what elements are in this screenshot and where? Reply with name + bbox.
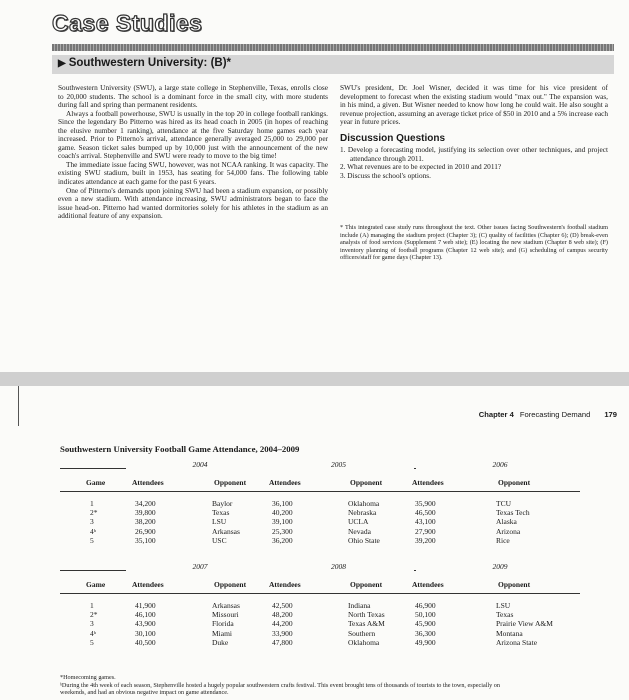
opponent-name: USC — [212, 535, 227, 545]
case-paragraph: Always a football powerhouse, SWU is usually in the top 20 in college football rankings. Since the legendary Bo Pitterno was hired as its head coach in 2005 (in hopes of reaching the elusive number 1 ranking), attendance at the five Saturday home games each year increased. Prior to Pitterno's arrival, attendance generally averaged 25,000 to 29,000 per game. Season ticket sales bumped up by 10,000 just with the announcement of the new coach's arrival. Stephenville and SWU were ready to move to the big time! — [58, 108, 328, 161]
attendance-value: 43,900 — [135, 619, 156, 629]
attendance-value: 36,200 — [272, 535, 293, 545]
attendance-value: 40,500 — [135, 637, 156, 647]
page-number: 179 — [604, 410, 617, 419]
case-text-left-column — [58, 84, 328, 221]
case-paragraph: Southwestern University (SWU), a large state college in Stephenville, Texas, enrolls close to 20,000 students. The school is a dominant force in the small city, with more students during fall and spring than permanent residents. — [58, 83, 328, 110]
page-separator — [0, 372, 629, 386]
section-title — [58, 57, 231, 69]
attendance-value: 30,100 — [135, 628, 156, 638]
case-paragraph: The immediate issue facing SWU, however, was not NCAA ranking. It was capacity. The existing SWU stadium, built in 1953, has seating for 54,000 fans. The following table indicates attendance at each game for the past 6 years. — [58, 159, 328, 187]
opponent-name: Texas — [496, 610, 514, 620]
opponent-name: Duke — [212, 637, 229, 647]
discussion-questions-list — [340, 146, 608, 180]
attendance-value: 45,900 — [415, 619, 436, 629]
game-number: 3 — [90, 619, 94, 629]
decorative-rule — [52, 44, 614, 51]
attendance-value: 42,500 — [272, 601, 293, 610]
discussion-question: 3. Discuss the school's options. — [340, 170, 431, 180]
column-header-opponent: Opponent — [350, 580, 383, 589]
attendance-value: 38,200 — [135, 517, 156, 527]
column-header-attendees: Attendees — [412, 478, 444, 487]
attendance-value: 49,900 — [415, 637, 436, 647]
attendance-value: 34,200 — [135, 499, 156, 508]
game-number: 5 — [90, 535, 94, 545]
column-header-game: Game — [86, 580, 106, 589]
textbook-page-table — [0, 386, 629, 700]
year-label: 2008 — [263, 562, 414, 571]
opponent-name: Texas A&M — [348, 619, 385, 629]
column-header-game: Game — [86, 478, 106, 487]
chapter-label: Chapter 4 — [478, 410, 514, 419]
opponent-name: Rice — [496, 535, 510, 545]
section-title-text: Southwestern University: (B)* — [68, 57, 232, 69]
opponent-name: Texas — [212, 508, 230, 518]
running-header — [479, 410, 617, 419]
attendance-value: 25,300 — [272, 526, 293, 536]
attendance-value: 36,300 — [415, 628, 436, 638]
opponent-name: Montana — [496, 628, 523, 638]
opponent-name: Arizona — [496, 526, 521, 536]
opponent-name: UCLA — [348, 517, 369, 527]
game-number: 5 — [90, 637, 94, 647]
opponent-name: Ohio State — [348, 535, 380, 545]
column-header-attendees: Attendees — [132, 580, 164, 589]
case-studies-heading: Case Studies — [52, 10, 203, 36]
attendance-value: 46,500 — [415, 508, 436, 518]
opponent-name: North Texas — [348, 610, 385, 620]
attendance-value: 44,200 — [272, 619, 293, 629]
game-number: 3 — [90, 517, 94, 527]
opponent-name: Alaska — [496, 517, 517, 527]
opponent-name: TCU — [496, 499, 511, 508]
game-number: 2* — [90, 610, 98, 620]
triangle-arrow-icon: ▶ — [58, 58, 66, 69]
opponent-name: Florida — [212, 619, 234, 629]
attendance-value: 41,900 — [135, 601, 156, 610]
attendance-value: 43,100 — [415, 517, 436, 527]
table-note: ᵇDuring the 4th week of each season, Stephenville hosted a hugely popular southwestern crafts festival. This event brought tens of thousands of tourists to the town, especially on weekends, and had an obvious negative impact on game attendance. — [60, 681, 500, 697]
opponent-name: Missouri — [212, 610, 239, 620]
opponent-name: LSU — [496, 601, 511, 610]
year-label: 2004 — [126, 460, 274, 469]
discussion-question: 1. Develop a forecasting model, justifying its selection over other techniques, and project attendance through 2011. — [340, 145, 608, 163]
game-number: 1 — [90, 601, 94, 610]
attendance-value: 27,900 — [415, 526, 436, 536]
column-header-attendees: Attendees — [269, 478, 301, 487]
attendance-value: 47,800 — [272, 637, 293, 647]
attendance-value: 35,900 — [415, 499, 436, 508]
attendance-value: 50,100 — [415, 610, 436, 620]
opponent-name: Arkansas — [212, 526, 240, 536]
opponent-name: Baylor — [212, 499, 233, 508]
game-number: 2* — [90, 508, 98, 518]
case-paragraph: One of Pitterno's demands upon joining SWU had been a stadium expansion, or possibly even a new stadium. With attendance increasing, SWU administrators began to face the issue head-on. Pitterno had wanted dormitories solely for his athletes in the stadium as an additional feature of any expansion. — [58, 185, 328, 221]
attendance-value: 39,200 — [415, 535, 436, 545]
attendance-value: 33,900 — [272, 628, 293, 638]
attendance-value: 35,100 — [135, 535, 156, 545]
column-header-attendees: Attendees — [412, 580, 444, 589]
opponent-name: Nevada — [348, 526, 371, 536]
opponent-name: Indiana — [348, 601, 371, 610]
column-header-attendees: Attendees — [132, 478, 164, 487]
table-note: *Homecoming games. — [60, 674, 116, 681]
opponent-name: Arizona State — [496, 637, 538, 647]
column-header-opponent: Opponent — [498, 478, 531, 487]
game-number: 4ᵇ — [90, 526, 97, 536]
discussion-questions-title: Discussion Questions — [340, 132, 446, 144]
opponent-name: Oklahoma — [348, 637, 380, 647]
opponent-name: Texas Tech — [496, 508, 530, 518]
case-footnote: * This integrated case study runs throughout the text. Other issues facing Southwestern's football stadium include (A) managing the stadium project (Chapter 3); (C) quality of facilities (Chapter 6); (D) break-even analysis of food services (Supplement 7 web site); (E) locating the new stadium (Chapter 8 web site); (F) inventory planning of football programs (Chapter 12 web site); and (G) scheduling of campus security officers/staff for game days (Chapter 13). — [340, 224, 608, 262]
year-label: 2006 — [416, 460, 584, 469]
attendance-value: 46,100 — [135, 610, 156, 620]
year-label: 2009 — [416, 562, 584, 571]
attendance-value: 40,200 — [272, 508, 293, 518]
attendance-value: 48,200 — [272, 610, 293, 620]
game-number: 1 — [90, 499, 94, 508]
margin-line — [18, 386, 19, 426]
chapter-title: Forecasting Demand — [519, 410, 591, 419]
opponent-name: Arkansas — [212, 601, 240, 610]
discussion-question: 2. What revenues are to be expected in 2010 and 2011? — [340, 162, 502, 172]
column-header-opponent: Opponent — [350, 478, 383, 487]
opponent-name: Oklahoma — [348, 499, 380, 508]
column-header-attendees: Attendees — [269, 580, 301, 589]
opponent-name: Prairie View A&M — [496, 619, 553, 629]
column-header-opponent: Opponent — [498, 580, 531, 589]
attendance-value: 46,900 — [415, 601, 436, 610]
table-rule — [60, 593, 580, 594]
year-label: 2005 — [263, 460, 414, 469]
column-header-opponent: Opponent — [214, 580, 247, 589]
table-title: Southwestern University Football Game Attendance, 2004–2009 — [60, 444, 300, 454]
opponent-name: Miami — [212, 628, 232, 638]
game-number: 4ᵇ — [90, 628, 97, 638]
attendance-value: 36,100 — [272, 499, 293, 508]
opponent-name: Southern — [348, 628, 376, 638]
case-paragraph: SWU's president, Dr. Joel Wisner, decided it was time for his vice president of development to forecast when the existing stadium would "max out." The expansion was, in his mind, a given. But Wisner needed to know how long he could wait. He also sought a revenue projection, assuming an average ticket price of $50 in 2010 and a 5% increase each year in future prices. — [340, 83, 608, 127]
table-rule — [60, 491, 580, 492]
year-label: 2007 — [126, 562, 274, 571]
table-notes — [60, 674, 510, 697]
column-header-opponent: Opponent — [214, 478, 247, 487]
attendance-value: 26,900 — [135, 526, 156, 536]
opponent-name: LSU — [212, 517, 227, 527]
case-text-right-column — [340, 84, 608, 262]
opponent-name: Nebraska — [348, 508, 377, 518]
attendance-value: 39,800 — [135, 508, 156, 518]
attendance-value: 39,100 — [272, 517, 293, 527]
